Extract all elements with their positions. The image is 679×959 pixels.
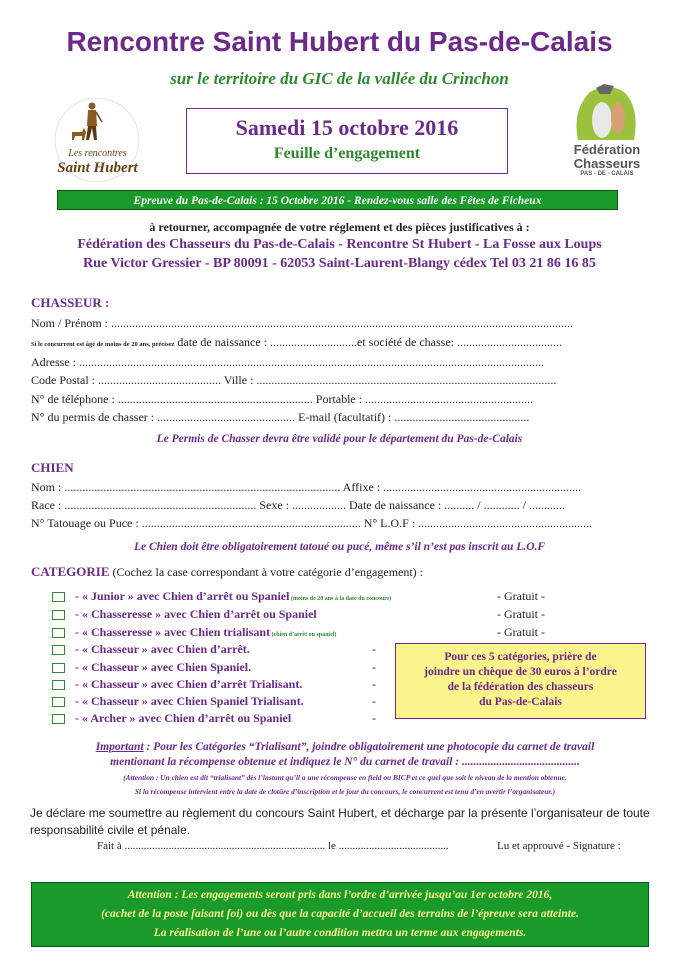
checkbox[interactable] bbox=[52, 645, 65, 655]
important-label: Important bbox=[95, 741, 144, 753]
logo-right-text3: PAS - DE - CALAIS bbox=[580, 171, 634, 177]
nom-prenom-field[interactable]: Nom / Prénom : .......................................................................................................................................................... bbox=[31, 316, 573, 330]
checkbox[interactable] bbox=[52, 610, 65, 620]
price-chasseresse: - Gratuit - bbox=[497, 607, 545, 621]
animals-icon bbox=[568, 80, 646, 144]
saint-hubert-logo bbox=[42, 98, 152, 186]
checkbox[interactable] bbox=[52, 628, 65, 638]
price-chasseresse-trialisant: - Gratuit - bbox=[497, 625, 545, 639]
category-chasseur-arret[interactable]: - « Chasseur » avec Chien d’arrêt. bbox=[52, 642, 250, 657]
price-chasseur-arret: - bbox=[372, 642, 376, 656]
chien-note: Le Chien doit être obligatoirement tatoué ou pucé, même s’il n’est pas inscrit au L.O.F bbox=[133, 541, 546, 553]
chien-nom-field[interactable]: Nom : ............................................................................................ Affixe : .................................................................. bbox=[31, 480, 582, 494]
federation-logo bbox=[568, 80, 646, 184]
age-note: Si le concurrent est âgé de moins de 20 ans, précisez bbox=[31, 341, 175, 348]
permis-note: Le Permis de Chasser devra être validé pour le département du Pas-de-Calais bbox=[156, 433, 523, 445]
category-chasseresse-trialisant[interactable]: - « Chasseresse » avec Chien trialisant (chien d’arrêt ou spaniel) bbox=[52, 625, 336, 640]
checkbox[interactable] bbox=[52, 592, 65, 602]
carnet-field[interactable]: mentionant la récompense obtenue et indiquez le N° du carnet de travail : ......................................... bbox=[110, 756, 580, 768]
form-name: Feuille d’engagement bbox=[273, 145, 421, 162]
logo-left-text1: Les rencontres bbox=[68, 148, 127, 159]
tatouage-field[interactable]: N° Tatouage ou Puce : ......................................................................... N° L.O.F : .......................................................... bbox=[31, 516, 593, 530]
category-chasseur-spaniel-trialisant[interactable]: - « Chasseur » avec Chien Spaniel Trialisant. bbox=[52, 694, 304, 709]
chien-race-field[interactable]: Race : ................................................................ Sexe : .................. Date de naissance : .......... / ............ / ............ bbox=[31, 498, 565, 512]
logo-right-text1: Fédération bbox=[573, 142, 641, 157]
checkbox[interactable] bbox=[52, 663, 65, 673]
price-chasseur-spaniel: - bbox=[372, 660, 376, 674]
important-note: Important : Pour les Catégories “Trialisant”, joindre obligatoirement une photocopie du carnet de travail mentionant la récompense obtenue et indiquez le N° du carnet de travail : ......................................... bbox=[40, 740, 650, 770]
checkbox[interactable] bbox=[52, 697, 65, 707]
event-banner: Epreuve du Pas-de-Calais : 15 Octobre 2016 - Rendez-vous salle des Fêtes de Ficheux bbox=[57, 190, 618, 210]
checkbox[interactable] bbox=[52, 680, 65, 690]
category-junior[interactable]: - « Junior » avec Chien d’arrêt ou Spaniel (moins de 20 ans à la date du concours) bbox=[52, 589, 391, 604]
page-title: Rencontre Saint Hubert du Pas-de-Calais bbox=[66, 26, 613, 57]
price-archer: - bbox=[372, 711, 376, 725]
return-instruction: à retourner, accompagnée de votre réglement et des pièces justificatives à : bbox=[149, 220, 530, 234]
price-chasseur-arret-trialisant: - bbox=[372, 677, 376, 691]
price-chasseur-spaniel-trialisant: - bbox=[372, 694, 376, 708]
important-small2: Si la récompense intervient entre la date de clotûre d’inscription et le jour du concours, le concurrent est tenu d’en avertir l’organisateur.) bbox=[134, 787, 556, 796]
date-box bbox=[186, 108, 508, 174]
date-naissance-label: date de naissance : .............................et société de chasse: ................................... bbox=[174, 335, 562, 349]
telephone-field[interactable]: N° de téléphone : ................................................................. Portable : ........................................................ bbox=[31, 392, 534, 406]
declaration-text: Je déclare me soumettre au règlement du concours Saint Hubert, et décharge par la présente l’organisateur de toute responsabilité civile et pénale. bbox=[30, 806, 650, 837]
date-naissance-field[interactable] bbox=[31, 335, 562, 350]
page-subtitle: sur le territoire du GIC de la vallée du Crinchon bbox=[170, 69, 509, 88]
logo-right-text2: Chasseurs bbox=[573, 156, 641, 171]
logo-left-text2: Saint Hubert bbox=[57, 160, 138, 176]
categorie-heading bbox=[31, 564, 423, 580]
fait-field[interactable]: Fait à ......................................................................... le ........................................ bbox=[97, 840, 449, 852]
address-line1: Fédération des Chasseurs du Pas-de-Calais - Rencontre St Hubert - La Fosse aux Loups bbox=[77, 237, 602, 252]
category-chasseur-arret-trialisant[interactable]: - « Chasseur » avec Chien d’arrêt Trialisant. bbox=[52, 677, 302, 692]
category-chasseur-spaniel[interactable]: - « Chasseur » avec Chien Spaniel. bbox=[52, 660, 251, 675]
permis-field[interactable]: N° du permis de chasser : .............................................. E-mail (facultatif) : ............................................. bbox=[31, 410, 530, 424]
adresse-field[interactable]: Adresse : ........................................................................................................................................................... bbox=[31, 355, 544, 369]
categorie-title: CATEGORIE bbox=[31, 564, 110, 579]
checkbox[interactable] bbox=[52, 714, 65, 724]
important-small1: (Attention : Un chien est dit “trialisant” dès l’instant qu’il a une récompense en field ou BICP et ce quel que soit le niveau de la mention obtenue. bbox=[123, 773, 567, 782]
address-line2: Rue Victor Gressier - BP 80091 - 62053 Saint-Laurent-Blangy cédex Tel 03 21 86 16 85 bbox=[83, 256, 596, 271]
chasseur-heading: CHASSEUR : bbox=[31, 295, 110, 310]
code-postal-field[interactable]: Code Postal : ......................................... Ville : .................................................................................................... bbox=[31, 373, 557, 387]
chien-heading: CHIEN bbox=[31, 460, 74, 475]
price-junior: - Gratuit - bbox=[497, 589, 545, 603]
category-chasseresse[interactable]: - « Chasseresse » avec Chien d’arrêt ou Spaniel bbox=[52, 607, 317, 622]
categorie-instruction: (Cochez la case correspondant à votre catégorie d’engagement) : bbox=[109, 565, 424, 579]
signature-field[interactable]: Lu et approuvé - Signature : bbox=[497, 840, 621, 852]
category-archer[interactable]: - « Archer » avec Chien d’arrêt ou Spaniel bbox=[52, 711, 291, 726]
event-date: Samedi 15 octobre 2016 bbox=[235, 115, 459, 140]
attention-box: Attention : Les engagements seront pris dans l’ordre d’arrivée jusqu’au 1er octobre 2016, (cachet de la poste faisant foi) ou dès que la capacité d’accueil des terrains de l’épreuve sera atteinte. La réalisation de l’une ou l’autre condition mettra un terme aux engagements. bbox=[31, 882, 649, 947]
fee-box: Pour ces 5 catégories, prière de joindre un chèque de 30 euros à l’ordre de la fédération des chasseurs du Pas-de-Calais bbox=[395, 643, 646, 719]
